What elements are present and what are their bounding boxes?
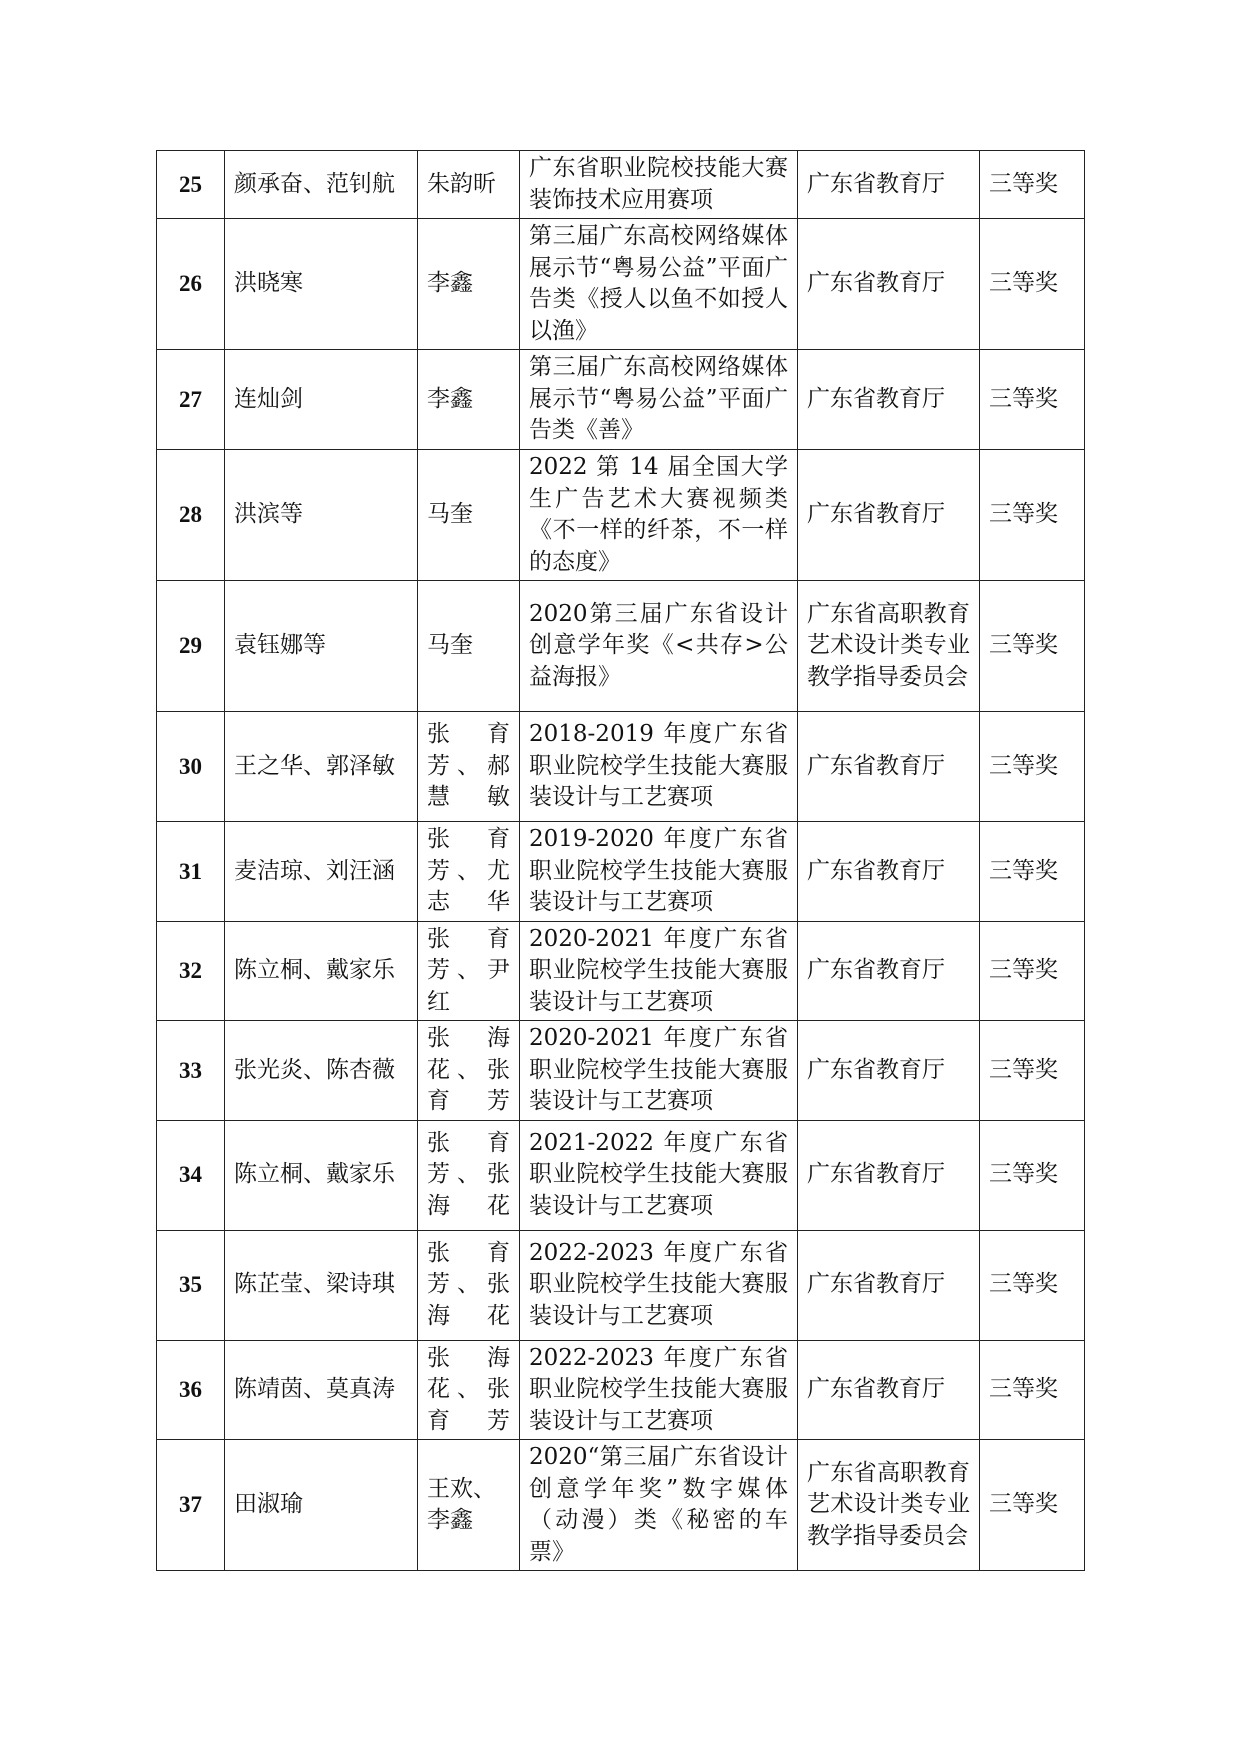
- competition-name: 2020第三届广东省设计创意学年奖《<共存>公益海报》: [520, 581, 798, 712]
- student-names: 陈靖茵、莫真涛: [225, 1340, 418, 1440]
- competition-name: 2018-2019 年度广东省职业院校学生技能大赛服装设计与工艺赛项: [520, 712, 798, 822]
- award-level: 三等奖: [980, 1340, 1085, 1440]
- table-row: [157, 450, 1085, 581]
- student-names: 洪晓寒: [225, 219, 418, 350]
- award-level: 三等奖: [980, 1230, 1085, 1340]
- student-names: 陈立桐、戴家乐: [225, 1120, 418, 1230]
- table-row: [157, 1021, 1085, 1121]
- table-row: [157, 581, 1085, 712]
- advisor-names: 张育芳、张海花: [418, 1230, 520, 1340]
- table-row: [157, 1340, 1085, 1440]
- row-number: 36: [157, 1340, 225, 1440]
- advisor-names: 李鑫: [418, 219, 520, 350]
- advisor-names: 张育芳、郝慧敏: [418, 712, 520, 822]
- organizer: 广东省高职教育艺术设计类专业教学指导委员会: [798, 1440, 980, 1571]
- organizer: 广东省教育厅: [798, 1120, 980, 1230]
- table-row: [157, 350, 1085, 450]
- award-level: 三等奖: [980, 219, 1085, 350]
- student-names: 洪滨等: [225, 450, 418, 581]
- awards-table-body: [157, 151, 1085, 1571]
- advisor-names: 张育芳、尤志华: [418, 822, 520, 922]
- row-number: 28: [157, 450, 225, 581]
- award-level: 三等奖: [980, 151, 1085, 219]
- table-row: [157, 151, 1085, 219]
- advisor-names: 张海花、张育芳: [418, 1021, 520, 1121]
- organizer: 广东省教育厅: [798, 151, 980, 219]
- student-names: 颜承奋、范钊航: [225, 151, 418, 219]
- competition-name: 2020“第三届广东省设计创意学年奖”数字媒体（动漫）类《秘密的车票》: [520, 1440, 798, 1571]
- awards-table: [156, 150, 1085, 1571]
- competition-name: 2022-2023 年度广东省职业院校学生技能大赛服装设计与工艺赛项: [520, 1340, 798, 1440]
- competition-name: 第三届广东高校网络媒体展示节“粤易公益”平面广告类《善》: [520, 350, 798, 450]
- award-level: 三等奖: [980, 712, 1085, 822]
- advisor-names: 马奎: [418, 450, 520, 581]
- table-row: [157, 1120, 1085, 1230]
- organizer: 广东省教育厅: [798, 1340, 980, 1440]
- organizer: 广东省高职教育艺术设计类专业教学指导委员会: [798, 581, 980, 712]
- award-level: 三等奖: [980, 1440, 1085, 1571]
- table-row: [157, 1230, 1085, 1340]
- row-number: 34: [157, 1120, 225, 1230]
- organizer: 广东省教育厅: [798, 450, 980, 581]
- table-row: [157, 822, 1085, 922]
- organizer: 广东省教育厅: [798, 822, 980, 922]
- organizer: 广东省教育厅: [798, 712, 980, 822]
- student-names: 麦洁琼、刘汪涵: [225, 822, 418, 922]
- table-row: [157, 219, 1085, 350]
- competition-name: 2022 第 14 届全国大学生广告艺术大赛视频类《不一样的纤茶，不一样的态度》: [520, 450, 798, 581]
- student-names: 陈立桐、戴家乐: [225, 921, 418, 1021]
- award-level: 三等奖: [980, 350, 1085, 450]
- student-names: 袁钰娜等: [225, 581, 418, 712]
- competition-name: 第三届广东高校网络媒体展示节“粤易公益”平面广告类《授人以鱼不如授人以渔》: [520, 219, 798, 350]
- advisor-names: 张海花、张育芳: [418, 1340, 520, 1440]
- competition-name: 2019-2020 年度广东省职业院校学生技能大赛服装设计与工艺赛项: [520, 822, 798, 922]
- award-level: 三等奖: [980, 450, 1085, 581]
- organizer: 广东省教育厅: [798, 1230, 980, 1340]
- row-number: 30: [157, 712, 225, 822]
- award-level: 三等奖: [980, 921, 1085, 1021]
- competition-name: 广东省职业院校技能大赛装饰技术应用赛项: [520, 151, 798, 219]
- competition-name: 2021-2022 年度广东省职业院校学生技能大赛服装设计与工艺赛项: [520, 1120, 798, 1230]
- row-number: 26: [157, 219, 225, 350]
- row-number: 37: [157, 1440, 225, 1571]
- advisor-names: 马奎: [418, 581, 520, 712]
- competition-name: 2020-2021 年度广东省职业院校学生技能大赛服装设计与工艺赛项: [520, 1021, 798, 1121]
- advisor-names: 李鑫: [418, 350, 520, 450]
- competition-name: 2020-2021 年度广东省职业院校学生技能大赛服装设计与工艺赛项: [520, 921, 798, 1021]
- award-level: 三等奖: [980, 822, 1085, 922]
- advisor-names: 张育芳、张海花: [418, 1120, 520, 1230]
- award-level: 三等奖: [980, 1021, 1085, 1121]
- award-level: 三等奖: [980, 581, 1085, 712]
- organizer: 广东省教育厅: [798, 1021, 980, 1121]
- organizer: 广东省教育厅: [798, 350, 980, 450]
- row-number: 35: [157, 1230, 225, 1340]
- advisor-names: 朱韵昕: [418, 151, 520, 219]
- advisor-names: 张育芳、尹红: [418, 921, 520, 1021]
- student-names: 张光炎、陈杏薇: [225, 1021, 418, 1121]
- row-number: 27: [157, 350, 225, 450]
- row-number: 29: [157, 581, 225, 712]
- organizer: 广东省教育厅: [798, 921, 980, 1021]
- student-names: 王之华、郭泽敏: [225, 712, 418, 822]
- row-number: 32: [157, 921, 225, 1021]
- table-row: [157, 921, 1085, 1021]
- row-number: 31: [157, 822, 225, 922]
- table-row: [157, 1440, 1085, 1571]
- student-names: 连灿剑: [225, 350, 418, 450]
- organizer: 广东省教育厅: [798, 219, 980, 350]
- row-number: 25: [157, 151, 225, 219]
- competition-name: 2022-2023 年度广东省职业院校学生技能大赛服装设计与工艺赛项: [520, 1230, 798, 1340]
- student-names: 田淑瑜: [225, 1440, 418, 1571]
- advisor-names: 王欢、李鑫: [418, 1440, 520, 1571]
- table-row: [157, 712, 1085, 822]
- award-level: 三等奖: [980, 1120, 1085, 1230]
- student-names: 陈芷莹、梁诗琪: [225, 1230, 418, 1340]
- row-number: 33: [157, 1021, 225, 1121]
